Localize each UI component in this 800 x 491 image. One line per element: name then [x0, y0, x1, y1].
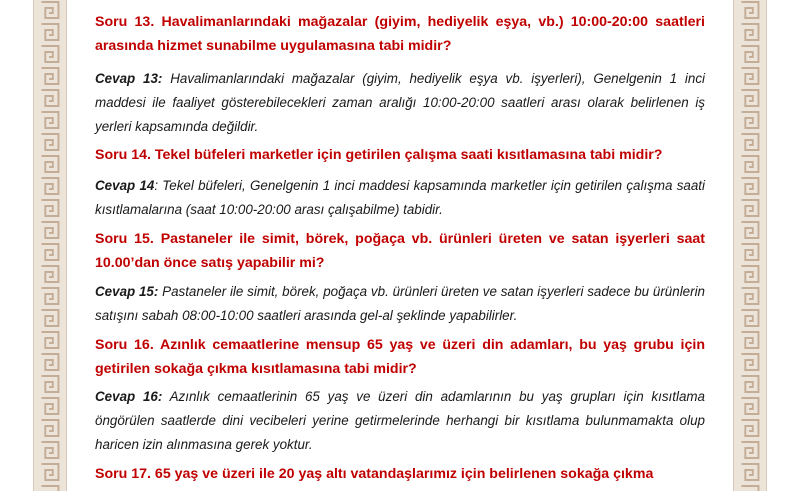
answer-label: Cevap 15: [95, 284, 159, 299]
answer-15 [95, 280, 705, 328]
answer-text: : Tekel büfeleri, Genelgenin 1 inci maddesi kapsamında marketler için getirilen çalışma saati kısıtlamalarına (saat 10:00-20:00 arası çalışabilme) tabidir. [95, 178, 706, 217]
question-16: Soru 16. Azınlık cemaatlerine mensup 65 yaş ve üzeri din adamları, bu yaş grubu için getirilen sokağa çıkma kısıtlamasına tabi midir? [95, 337, 705, 377]
answer-13 [95, 67, 705, 139]
answer-text: Pastaneler ile simit, börek, poğaça vb. ürünleri üreten ve satan işyerleri sadece bu ürünlerin satışını sabah 08:00-10:00 saatleri arasında gel-al şeklinde yapabilirler. [95, 284, 705, 323]
question-17: Soru 17. 65 yaş ve üzeri ile 20 yaş altı vatandaşlarımız için belirlenen sokağa çıkma [95, 466, 654, 482]
answer-label: Cevap 16: [95, 389, 163, 404]
question-15: Soru 15. Pastaneler ile simit, börek, poğaça vb. ürünleri üreten ve satan işyerleri saat 10.00’dan önce satış yapabilir mi? [95, 231, 705, 271]
answer-label: Cevap 14 [95, 178, 155, 193]
answer-text: Azınlık cemaatlerinin 65 yaş ve üzeri din adamlarının bu yaş grupları için kısıtlama öngörülen saatlerde dini vecibeleri yerine getirmelerinde herhangi bir kısıtlama bulunmamakta olup haricen izin alınmasına gerek yoktur. [95, 389, 705, 452]
question-13: Soru 13. Havalimanlarındaki mağazalar (giyim, hediyelik eşya, vb.) 10:00-20:00 saatleri arasında hizmet sunabilme uygulamasına tabi midir? [95, 14, 705, 54]
decorative-border-left [33, 0, 67, 491]
decorative-border-right [733, 0, 767, 491]
answer-text: Havalimanlarındaki mağazalar (giyim, hediyelik eşya vb. işyerleri), Genelgenin 1 inci maddesi ile faaliyet gösterebilecekleri zaman aralığı 10:00-20:00 saatleri arası olarak belirlenen iş yerleri kapsamında değildir. [95, 71, 706, 134]
answer-14 [95, 174, 705, 222]
question-14: Soru 14. Tekel büfeleri marketler için getirilen çalışma saati kısıtlamasına tabi midir? [95, 147, 663, 163]
answer-label: Cevap 13: [95, 71, 163, 86]
answer-16 [95, 385, 705, 457]
